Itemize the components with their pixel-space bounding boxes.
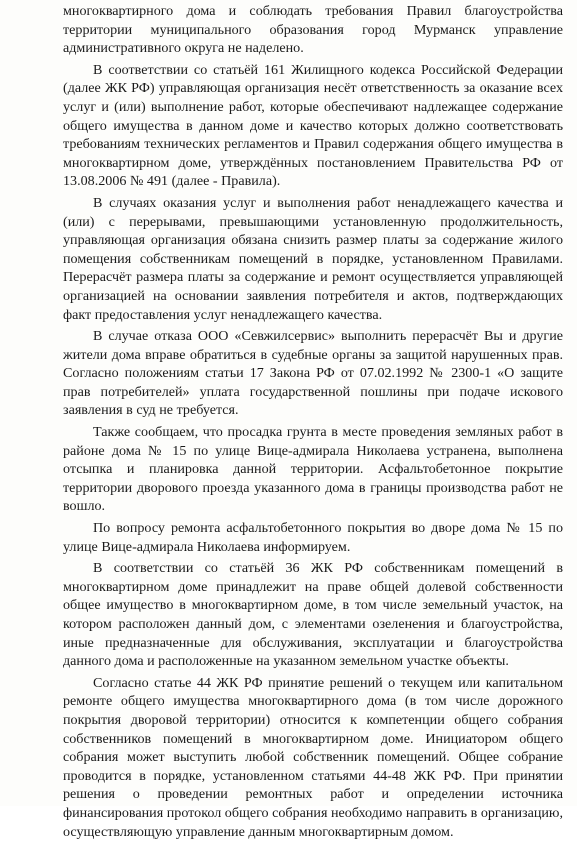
paragraph-6: По вопросу ремонта асфальтобетонного покрытия во дворе дома № 15 по улице Вице-адмирала Николаева информируем.	[63, 520, 563, 555]
paragraph-4: В случае отказа ООО «Севжилсервис» выполнить перерасчёт Вы и другие жители дома вправе обратиться в судебные органы за защитой нарушенных прав. Согласно положениям статьи 17 Закона РФ от 07.02.1992 № 2300-1 «О защите прав потребителей» уплата государственной пошлины при подаче искового заявления в суд не требуется.	[63, 328, 563, 419]
paragraph-2: В соответствии со статьёй 161 Жилищного кодекса Российской Федерации (далее ЖК РФ) управляющая организация несёт ответственность за оказание всех услуг и (или) выполнение работ, которые обеспечивают надлежащее содержание общего имущества в данном доме и качество которых должно соответствовать требованиям технических регламентов и Правил содержания общего имущества в многоквартирном доме, утверждённых постановлением Правительства РФ от 13.08.2006 № 491 (далее - Правила).	[63, 61, 563, 190]
paragraph-7: В соответствии со статьёй 36 ЖК РФ собственникам помещений в многоквартирном доме принадлежит на праве общей долевой собственности общее имущество в многоквартирном доме, в том числе земельный участок, на котором расположен данный дом, с элементами озеленения и благоустройства, иные предназначенные для обслуживания, эксплуатации и благоустройства данного дома и расположенные на указанном земельном участке объекты.	[63, 560, 563, 670]
paragraph-8: Согласно статье 44 ЖК РФ принятие решений о текущем или капитальном ремонте общего имущества многоквартирного дома (в том числе дорожного покрытия дворовой территории) относится к компетенции общего собрания собственников помещений в многоквартирном доме. Инициатором общего собрания может выступить любой собственник помещений. Общее собрание проводится в порядке, установленном статьями 44-48 ЖК РФ. При принятии решения о проведении ремонтных работ и определении источника финансирования протокол общего собрания необходимо направить в организацию, осуществляющую управление данным многоквартирным домом.	[63, 674, 563, 840]
paragraph-3: В случаях оказания услуг и выполнения работ ненадлежащего качества и (или) с перерывами, превышающими установленную продолжительность, управляющая организация обязана снизить размер платы за содержание жилого помещения собственникам помещений в порядке, установленном Правилами. Перерасчёт размера платы за содержание и ремонт осуществляется управляющей организацией на основании заявления потребителя и актов, подтверждающих факт предоставления услуг ненадлежащего качества.	[63, 194, 563, 323]
paragraph-1: многоквартирного дома и соблюдать требования Правил благоустройства территории муниципального образования город Мурманск управление административного округа не наделено.	[63, 3, 563, 57]
paragraph-5: Также сообщаем, что просадка грунта в месте проведения земляных работ в районе дома № 15 по улице Вице-адмирала Николаева устранена, выполнена отсыпка и планировка данной территории. Асфальтобетонное покрытие территории дворового проезда указанного дома в границы производства работ не вошло.	[63, 424, 563, 515]
